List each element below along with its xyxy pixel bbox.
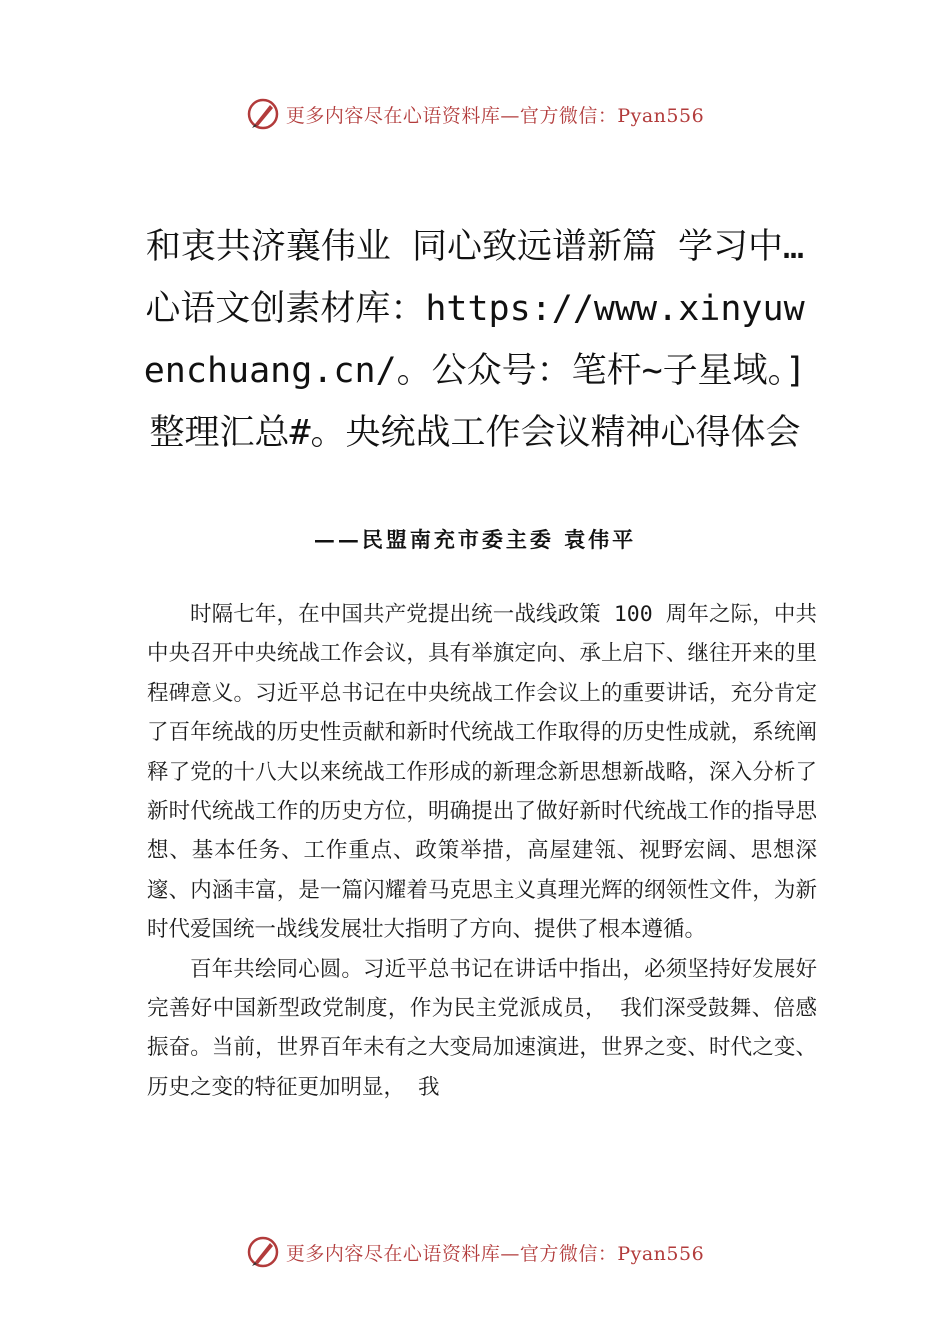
document-title: 和衷共济襄伟业 同心致远谱新篇 学习中…心语文创素材库：https://www.xinyuwenchuang.cn/。公众号：笔杆~子星域。]整理汇总#。央统战工作会议精神心得体会 [143,227,807,453]
quill-pen-logo [246,1235,280,1269]
header-banner-text: 更多内容尽在心语资料库—官方微信：Pyan556 [285,104,705,127]
quill-pen-logo [246,97,280,131]
footer-banner [0,1232,950,1272]
header-banner [0,94,950,134]
paragraph: 时隔七年，在中国共产党提出统一战线政策 100 周年之际，中共中央召开中央统战工作会议，具有举旗定向、承上启下、继往开来的里程碑意义。习近平总书记在中央统战工作会议上的重要讲话，充分肯定了百年统战的历史性贡献和新时代统战工作取得的历史性成就，系统阐释了党的十八大以来统战工作形成的新理念新思想新战略，深入分析了新时代统战工作的历史方位，明确提出了做好新时代统战工作的指导思想、基本任务、工作重点、政策举措，高屋建瓴、视野宏阔、思想深邃、内涵丰富，是一篇闪耀着马克思主义真理光辉的纲领性文件，为新时代爱国统一战线发展壮大指明了方向、提供了根本遵循。 [147,602,817,943]
footer-banner-text: 更多内容尽在心语资料库—官方微信：Pyan556 [285,1242,705,1265]
document-byline: ——民盟南充市委主委 袁伟平 [313,527,637,552]
paragraph: 百年共绘同心圆。习近平总书记在讲话中指出，必须坚持好发展好完善好中国新型政党制度，作为民主党派成员， 我们深受鼓舞、倍感振奋。当前，世界百年未有之大变局加速演进，世界之变、时代之变、历史之变的特征更加明显， 我 [147,956,817,1100]
document-body [147,595,817,1107]
